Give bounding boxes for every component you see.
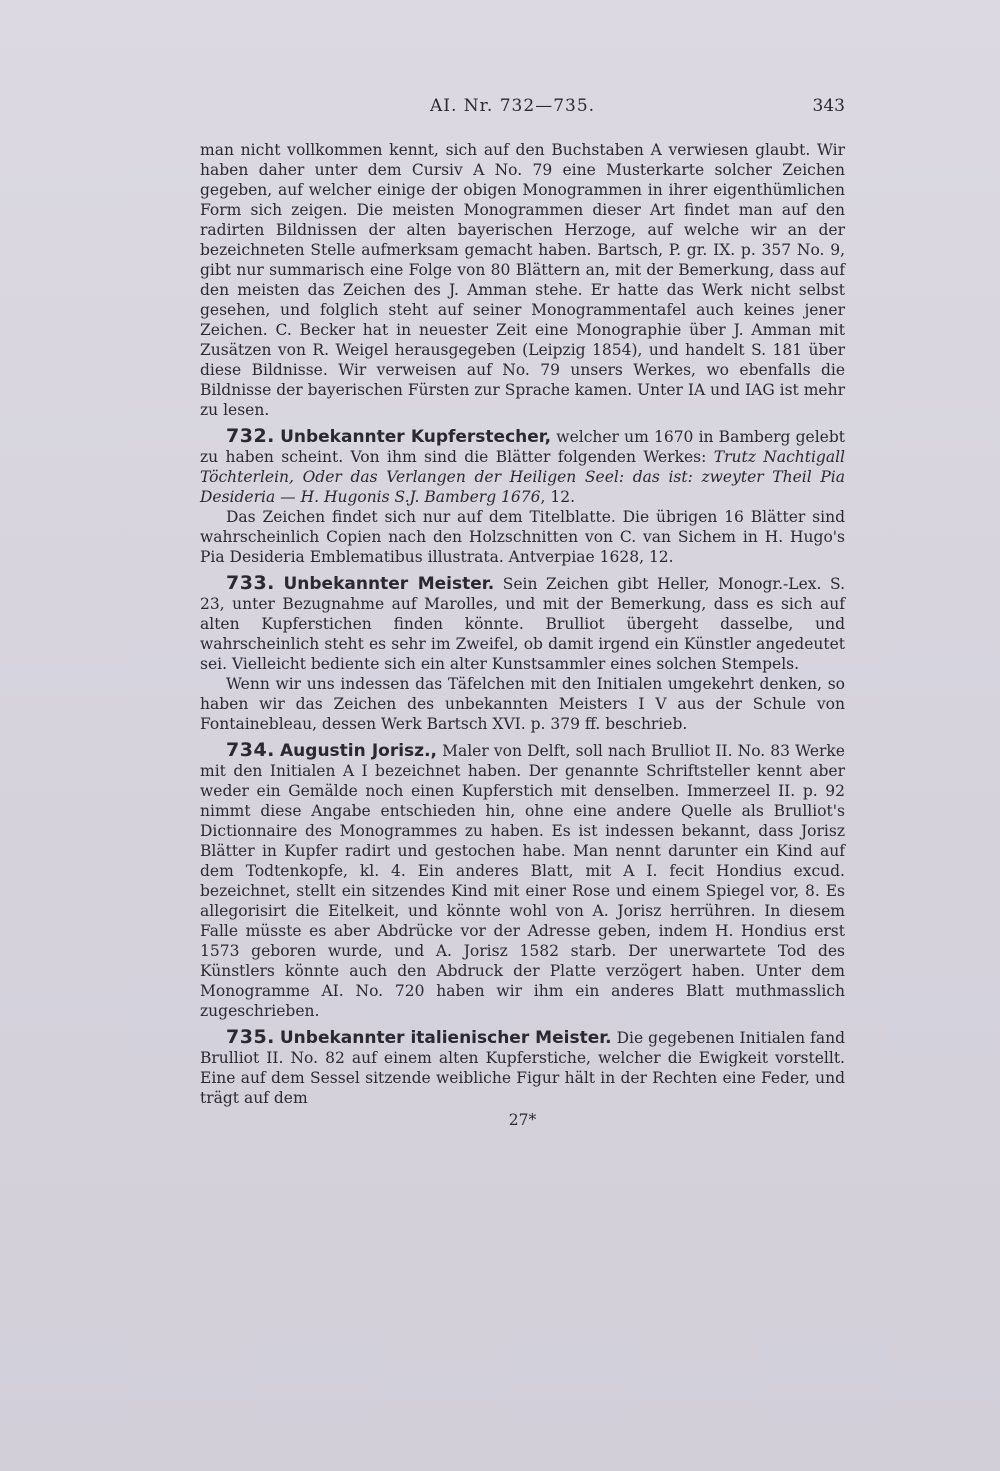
entry-name: Unbekannter Meister. (283, 574, 495, 594)
entry-name: Unbekannter italienischer Meister. (279, 1028, 612, 1048)
entry-text-end: , 12. (540, 488, 576, 506)
intro-paragraph: man nicht vollkommen kennt, sich auf den Buchstaben A verwiesen glaubt. Wir haben daher unter dem Cursiv A No. 79 eine Musterkarte solcher Zeichen gegeben, auf welcher einige der obigen Monogrammen in ihrer eigenthümlichen Form sich zeigen. Die meisten Monogrammen dieser Art findet man auf den radirten Bildnissen der alten bayerischen Herzoge, auf welche wir an der bezeichneten Stelle aufmerksam gemacht haben. Bartsch, P. gr. IX. p. 357 No. 9, gibt nur summarisch eine Folge von 80 Blättern an, mit der Bemerkung, dass auf den meisten das Zeichen des J. Amman stehe. Er hatte das Werk nicht selbst gesehen, und folglich steht auf seiner Monogrammentafel auch keines jener Zeichen. C. Becker hat in neuester Zeit eine Monographie über J. Amman mit Zusätzen von R. Weigel herausgegeben (Leipzig 1854), und handelt S. 181 über diese Bildnisse. Wir verweisen auf No. 79 unsers Werkes, wo ebenfalls die Bildnisse der bayerischen Fürsten zur Sprache kamen. Unter IA und IAG ist mehr zu lesen. (200, 141, 845, 419)
entry-number: 733. (226, 572, 275, 594)
entry-732 (200, 426, 845, 567)
entry-paragraph: Das Zeichen findet sich nur auf dem Titelblatte. Die übrigen 16 Blätter sind wahrscheinlich Copien nach den Holzschnitten von C. van Sichem in H. Hugo's Pia Desideria Emblematibus illustrata. Antverpiae 1628, 12. (200, 508, 845, 566)
entry-title-italic: Trutz Nachtigall Töchterlein, Oder das Verlangen der Heiligen Seel: das ist: zweyter Theil Pia Desideria — H. Hugonis S.J. Bamberg 1676 (200, 448, 845, 506)
entry-734 (200, 740, 845, 1021)
page-header (200, 96, 845, 124)
running-title: AI. Nr. 732—735. (430, 96, 596, 116)
entry-paragraph: Wenn wir uns indessen das Täfelchen mit den Initialen umgekehrt denken, so haben wir das Zeichen des unbekannten Meisters I V aus der Schule von Fontainebleau, dessen Werk Bartsch XVI. p. 379 ff. beschrieb. (200, 675, 845, 733)
entry-name: Augustin Jorisz., (280, 741, 437, 761)
body-text (200, 140, 845, 1130)
entry-733 (200, 573, 845, 734)
entry-number: 734. (226, 739, 275, 761)
signature-mark: 27* (508, 1111, 537, 1129)
entry-number: 732. (226, 425, 275, 447)
entry-text: welcher um 1670 in Bamberg gelebt zu haben scheint. Von ihm sind die Blätter folgenden Werkes: (200, 428, 845, 466)
entry-number: 735. (226, 1026, 275, 1048)
entry-name: Unbekannter Kupferstecher, (280, 427, 552, 447)
entry-text: Maler von Delft, soll nach Brulliot II. No. 83 Werke mit den Initialen A I bezeichnet haben. Der genannte Schriftsteller kennt aber weder ein Gemälde noch einen Kupferstich mit denselben. Immerzeel II. p. 92 nimmt diese Angabe entschieden hin, ohne eine andere Quelle als Brulliot's Dictionnaire des Monogrammes zu haben. Es ist indessen bekannt, dass Jorisz Blätter in Kupfer radirt und gestochen habe. Man nennt darunter ein Kind auf dem Todtenkopfe, kl. 4. Ein anderes Blatt, mit A I. fecit Hondius excud. bezeichnet, stellt ein sitzendes Kind mit einer Rose und einem Spiegel vor, 8. Es allegorisirt die Eitelkeit, und könnte wohl von A. Jorisz herrühren. In diesem Falle müsste es aber Abdrücke vor der Adresse geben, indem H. Hondius erst 1573 geboren wurde, und A. Jorisz 1582 starb. Der unerwartete Tod des Künstlers könnte auch den Abdruck der Platte verzögert haben. Unter dem Monogramme AI. No. 720 haben wir ihm ein anderes Blatt muthmasslich zugeschrieben. (200, 742, 845, 1020)
page-number: 343 (812, 96, 845, 116)
entry-text: Die gegebenen Initialen fand Brulliot II. No. 82 auf einem alten Kupferstiche, welcher die Ewigkeit vorstellt. Eine auf dem Sessel sitzende weibliche Figur hält in der Rechten eine Feder, und trägt auf dem (200, 1029, 845, 1107)
entry-text: Sein Zeichen gibt Heller, Monogr.-Lex. S. 23, unter Bezugnahme auf Marolles, und mit der Bemerkung, dass es sich auf alten Kupferstichen finden könnte. Brulliot übergeht dasselbe, und wahrscheinlich steht es sehr im Zweifel, ob damit irgend ein Künstler angedeutet sei. Vielleicht bediente sich ein alter Kunstsammler eines solchen Stempels. (200, 575, 845, 673)
entry-735 (200, 1027, 845, 1108)
